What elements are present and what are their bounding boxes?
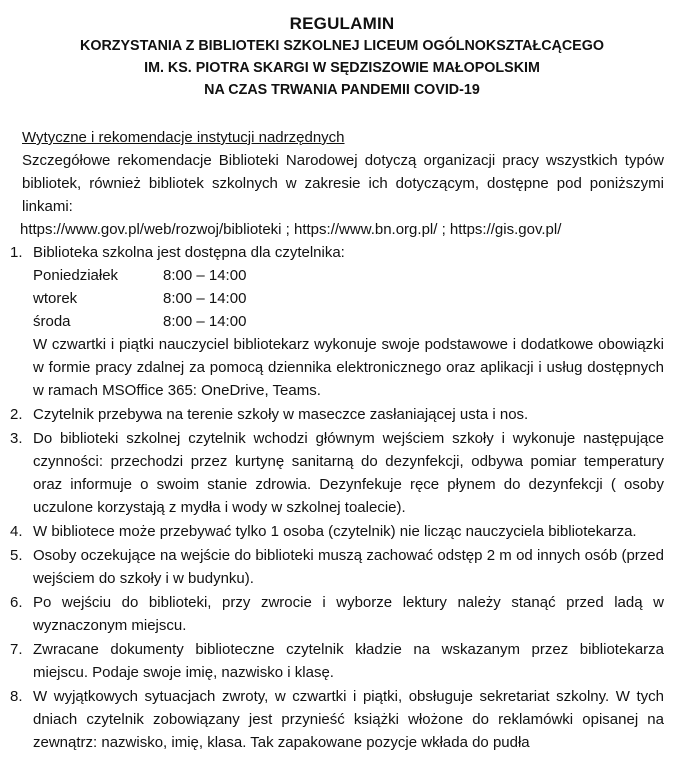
- document-subtitle-line-2: IM. KS. PIOTRA SKARGI W SĘDZISZOWIE MAŁOPOLSKIM: [144, 60, 540, 76]
- rule-number: 7.: [10, 641, 23, 658]
- hours-day: środa: [33, 313, 71, 330]
- intro-links: https://www.gov.pl/web/rozwoj/biblioteki ; https://www.bn.org.pl/ ; https://gis.gov.pl/: [20, 221, 562, 238]
- rule-text: W wyjątkowych sytuacjach zwroty, w czwartki i piątki, obsługuje sekretariat szkolny. W tych dniach czytelnik zobowiązany jest przynieść książki włożone do reklamówki opisanej na zewnątrz: nazwisko, imię, klasa. Tak zapakowane pozycje wkłada do pudła: [33, 688, 664, 751]
- rule-number: 8.: [10, 688, 23, 705]
- intro-heading: Wytyczne i rekomendacje instytucji nadrzędnych: [22, 129, 345, 146]
- rule-extra-text: W czwartki i piątki nauczyciel bibliotekarz wykonuje swoje podstawowe i dodatkowe obowiązki w formie pracy zdalnej za pomocą dziennika elektronicznego oraz aplikacji i usług dostępnych w ramach MSOffice 365: OneDrive, Teams.: [33, 336, 664, 399]
- hours-row: [33, 310, 664, 333]
- opening-hours: [33, 264, 664, 333]
- hours-day: wtorek: [33, 290, 78, 307]
- rule-number: 6.: [10, 594, 23, 611]
- rule-item-6: [10, 591, 664, 637]
- rule-item-1: [10, 241, 664, 402]
- hours-time: 8:00 – 14:00: [163, 313, 247, 330]
- hours-time: 8:00 – 14:00: [163, 267, 247, 284]
- rule-item-3: [10, 427, 664, 519]
- rule-text: Do biblioteki szkolnej czytelnik wchodzi głównym wejściem szkoły i wykonuje następujące czynności: przechodzi przez kurtynę sanitarną do dezynfekcji, odbywa pomiar temperatury oraz informuje o swoim stanie zdrowia. Dezynfekuje ręce płynem do dezynfekcji ( osoby uczulone korzystają z mydła i wody w szkolnej toalecie).: [33, 430, 664, 516]
- rule-item-7: [10, 638, 664, 684]
- rule-text: Zwracane dokumenty biblioteczne czytelnik kładzie na wskazanym przez bibliotekarza miejscu. Podaje swoje imię, nazwisko i klasę.: [33, 641, 664, 681]
- rule-text: Osoby oczekujące na wejście do biblioteki muszą zachować odstęp 2 m od innych osób (przed wejściem do szkoły i w budynku).: [33, 547, 664, 587]
- rule-number: 2.: [10, 406, 23, 423]
- hours-row: [33, 264, 664, 287]
- rule-item-8: [10, 685, 664, 754]
- rule-text: Po wejściu do biblioteki, przy zwrocie i wyborze lektury należy stanąć przed ladą w wyznaczonym miejscu.: [33, 594, 664, 634]
- rule-item-2: [10, 403, 664, 426]
- document-subtitle-line-3: NA CZAS TRWANIA PANDEMII COVID-19: [204, 82, 480, 98]
- rules-list: [10, 241, 664, 754]
- rule-number: 4.: [10, 523, 23, 540]
- document-subtitle-line-1: KORZYSTANIA Z BIBLIOTEKI SZKOLNEJ LICEUM OGÓLNOKSZTAŁCĄCEGO: [80, 38, 604, 54]
- rule-item-5: [10, 544, 664, 590]
- rule-number: 5.: [10, 547, 23, 564]
- rule-text: Czytelnik przebywa na terenie szkoły w maseczce zasłaniającej usta i nos.: [33, 406, 529, 423]
- document-title: REGULAMIN: [289, 14, 395, 33]
- rule-text: W bibliotece może przebywać tylko 1 osoba (czytelnik) nie licząc nauczyciela bibliotekarza.: [33, 523, 637, 540]
- rule-number: 3.: [10, 430, 23, 447]
- rule-text: Biblioteka szkolna jest dostępna dla czytelnika:: [33, 244, 345, 261]
- rule-item-4: [10, 520, 664, 543]
- hours-time: 8:00 – 14:00: [163, 290, 247, 307]
- hours-row: [33, 287, 664, 310]
- intro-paragraph: Szczegółowe rekomendacje Biblioteki Narodowej dotyczą organizacji pracy wszystkich typów bibliotek, również bibliotek szkolnych w zakresie ich dotyczącym, dostępne pod poniższymi linkami:: [22, 152, 664, 215]
- rule-number: 1.: [10, 244, 23, 261]
- hours-day: Poniedziałek: [33, 267, 119, 284]
